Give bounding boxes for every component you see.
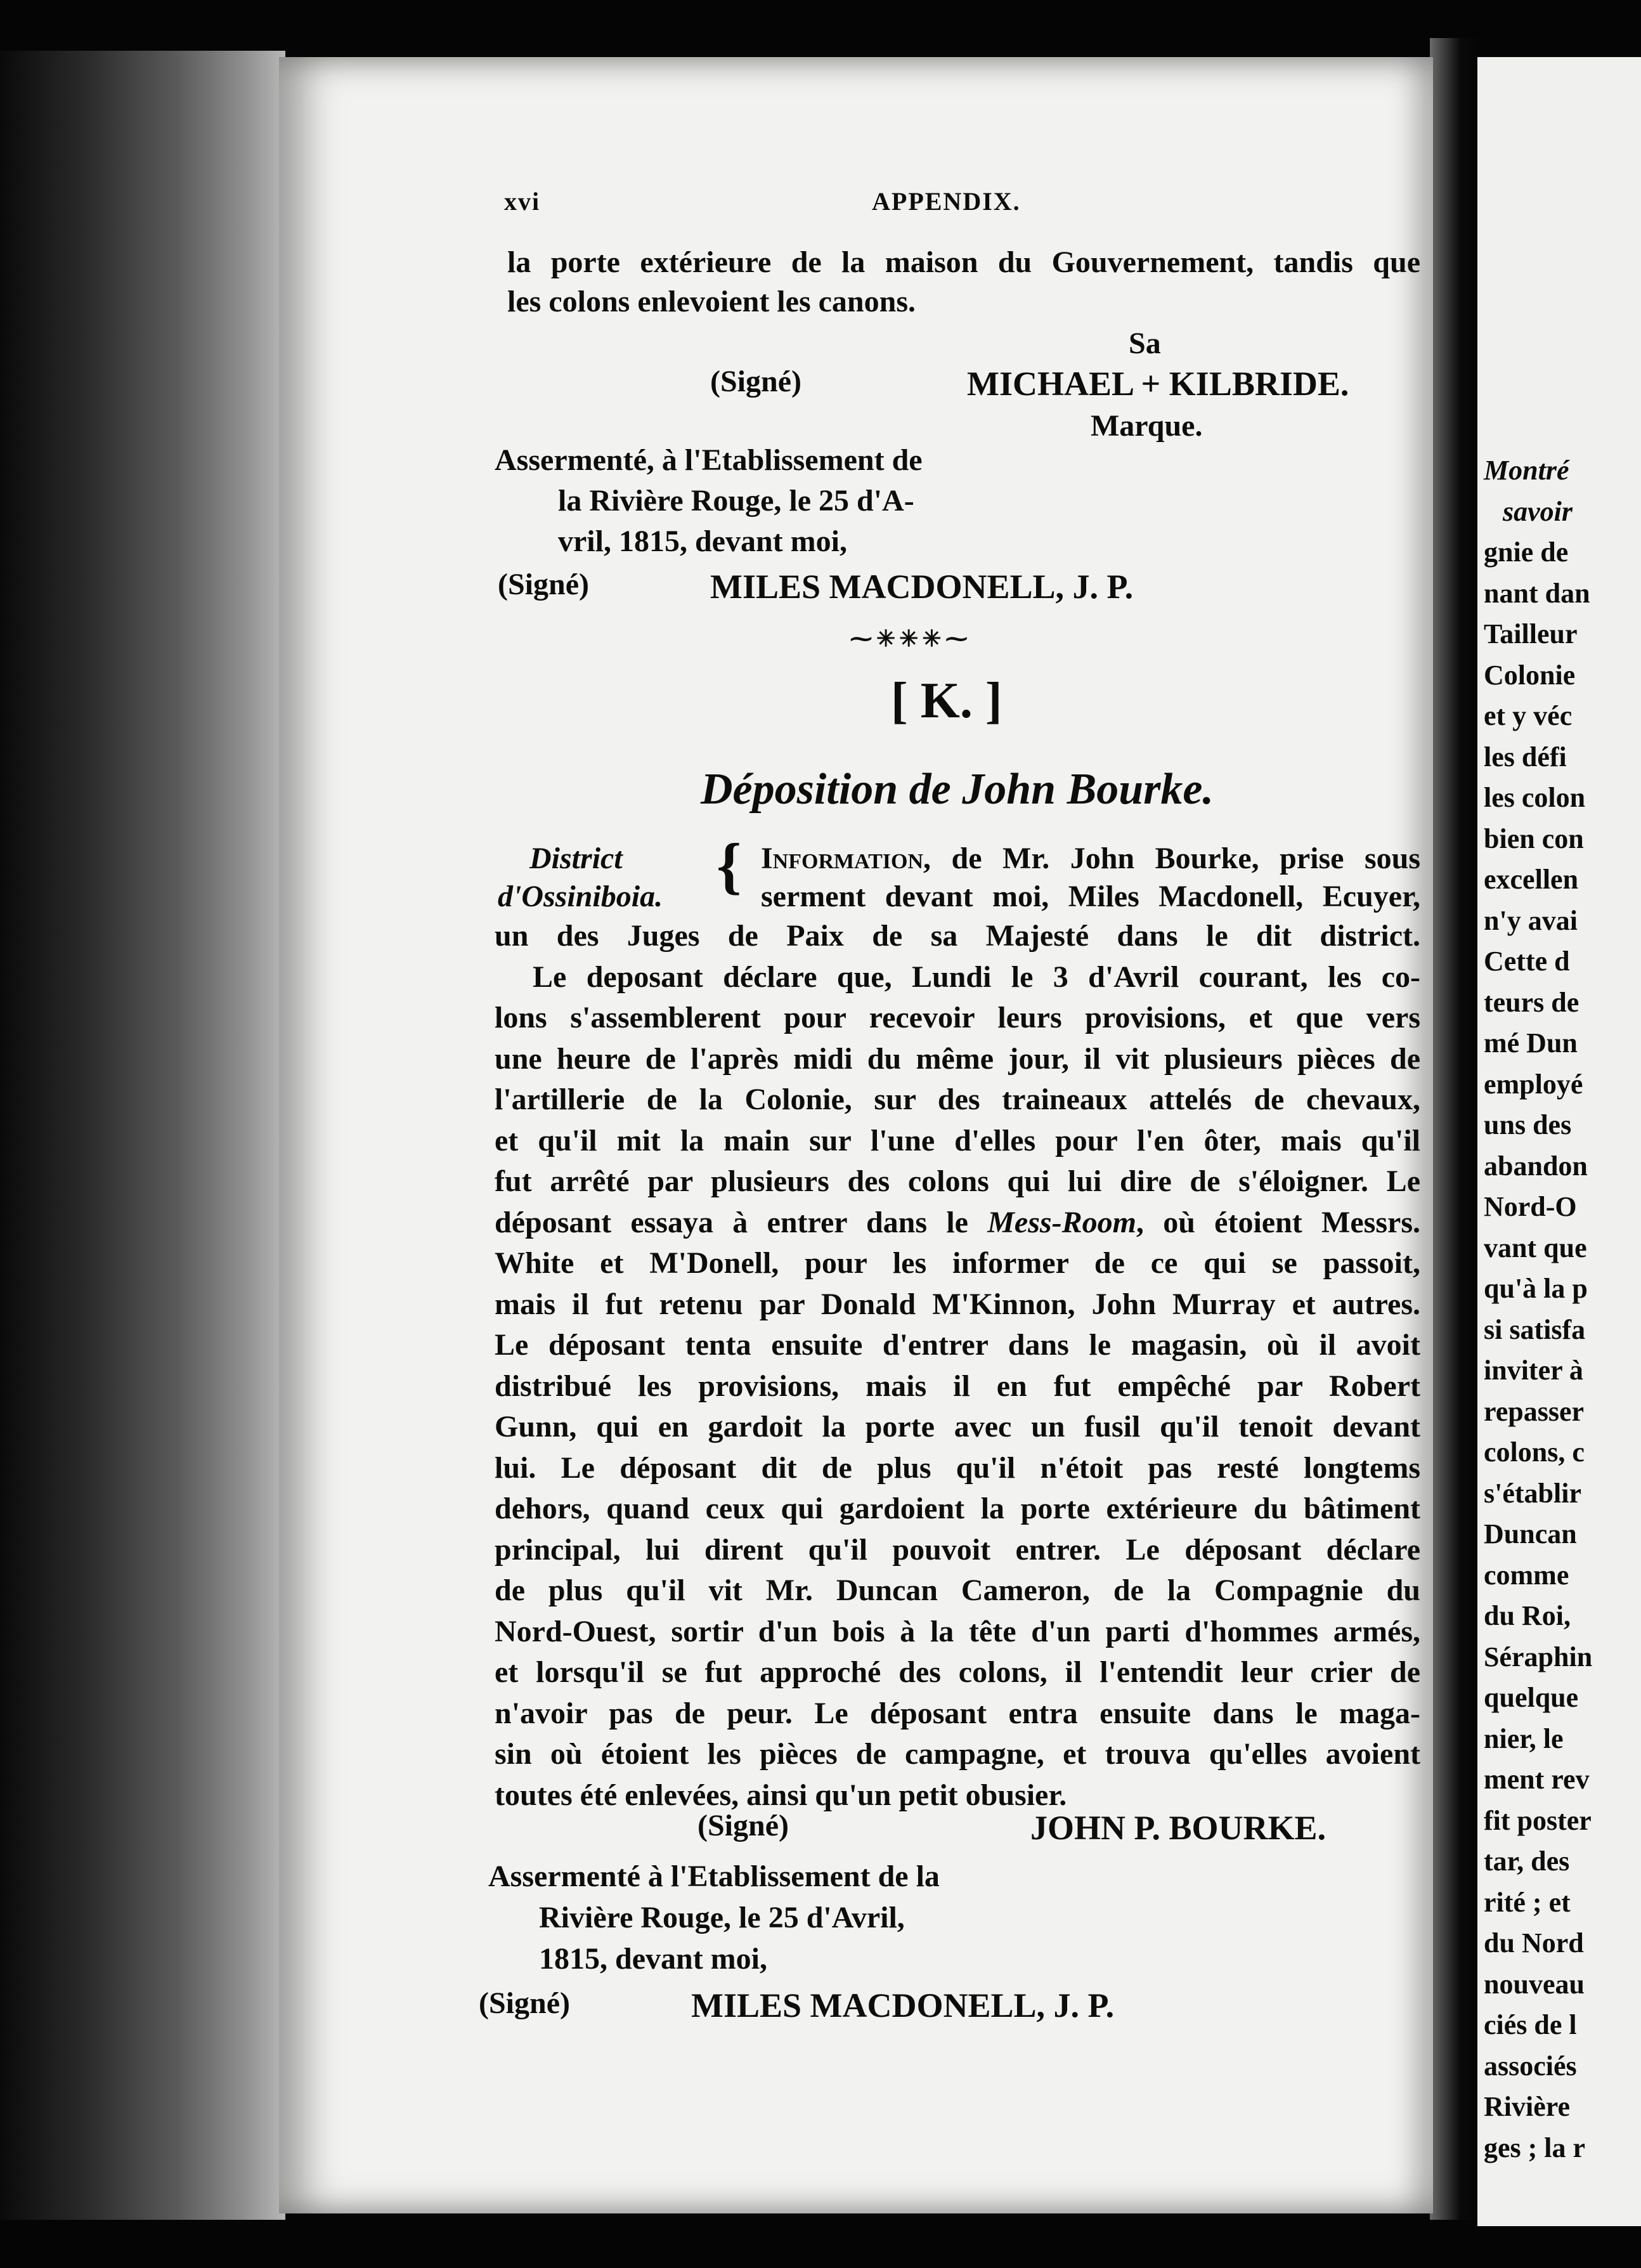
right-page-line: Duncan (1484, 1518, 1577, 1549)
right-page-line: rité ; et (1484, 1886, 1571, 1918)
signature-kilbride: MICHAEL + KILBRIDE. (967, 365, 1349, 403)
right-page-line: ment rev (1484, 1764, 1590, 1795)
body-line: de plus qu'il vit Mr. Duncan Cameron, de la Compagnie du (495, 1574, 1420, 1607)
body-line: n'avoir pas de peur. Le déposant entra ensuite dans le maga- (495, 1696, 1420, 1730)
body-line: sin où étoient les pièces de campagne, et trouva qu'elles avoient (495, 1737, 1420, 1771)
right-page-line: vant que (1484, 1232, 1587, 1263)
right-page-line: Montré (1484, 455, 1569, 486)
right-page-line: nant dan (1484, 577, 1590, 609)
right-page-line: repasser (1484, 1395, 1585, 1427)
right-page-line: nier, le (1484, 1723, 1564, 1754)
right-page-line: s'établir (1484, 1477, 1581, 1509)
right-page-line: mé Dun (1484, 1027, 1578, 1059)
body-line: un des Juges de Paix de sa Majesté dans le dit district. (495, 919, 1420, 953)
right-page-line: du Nord (1484, 1927, 1584, 1958)
oath2-line-1: Assermenté à l'Etablissement de la (488, 1860, 940, 1893)
oath1-macdonell: MILES MACDONELL, J. P. (710, 568, 1134, 606)
right-page-line: fit poster (1484, 1804, 1592, 1836)
signature-bourke: JOHN P. BOURKE. (1030, 1809, 1326, 1847)
right-page-line: qu'à la p (1484, 1273, 1588, 1304)
oath2-line-2: Rivière Rouge, le 25 d'Avril, (539, 1901, 905, 1934)
body-line: mais il fut retenu par Donald M'Kinnon, John Murray et autres. (495, 1287, 1420, 1321)
continuation-line-1: la porte extérieure de la maison du Gouvernement, tandis que (507, 245, 1420, 279)
body-line: distribué les provisions, mais il en fut empêché par Robert (495, 1369, 1420, 1403)
district-brace: { (717, 830, 742, 901)
section-label: [ K. ] (891, 673, 1002, 729)
right-page-line: quelque (1484, 1682, 1579, 1713)
book-gutter (1430, 38, 1481, 2220)
right-page-line: ges ; la r (1484, 2132, 1586, 2163)
right-page-line: Cette d (1484, 946, 1570, 977)
signature-signe-1: (Signé) (710, 365, 801, 398)
oath1-line-2: la Rivière Rouge, le 25 d'A- (558, 484, 914, 518)
running-title: APPENDIX. (872, 187, 1021, 216)
right-page-line: ciés de l (1484, 2009, 1577, 2040)
left-page (279, 57, 1433, 2213)
right-page-line: du Roi, (1484, 1600, 1571, 1631)
body-line: toutes été enlevées, ainsi qu'un petit obusier. (495, 1778, 1067, 1812)
signature-marque: Marque. (1091, 409, 1203, 443)
body-line: lui. Le déposant dit de plus qu'il n'étoit pas resté longtems (495, 1450, 1420, 1485)
page-number: xvi (504, 187, 541, 216)
body-line: principal, lui dirent qu'il pouvoit entrer. Le déposant déclare (495, 1532, 1420, 1567)
body-line: White et M'Donell, pour les informer de ce qui se passoit, (495, 1246, 1420, 1280)
oath1-line-3: vril, 1815, devant moi, (558, 525, 847, 558)
oath2-line-3: 1815, devant moi, (539, 1942, 767, 1976)
right-page-line: tar, des (1484, 1846, 1570, 1877)
body-line: fut arrêté par plusieurs des colons qui lui dire de s'éloigner. Le (495, 1164, 1420, 1198)
right-page-line: gnie de (1484, 537, 1569, 568)
book-spine-edge (0, 51, 285, 2220)
district-label: District (529, 842, 623, 875)
oath1-signe: (Signé) (498, 568, 589, 601)
oath2-macdonell: MILES MACDONELL, J. P. (691, 1986, 1115, 2024)
body-line: une heure de l'après midi du même jour, il vit plusieurs pièces de (495, 1041, 1420, 1076)
district-name: d'Ossiniboia. (498, 880, 663, 913)
signature-sa: Sa (1129, 327, 1161, 360)
right-page-line: nouveau (1484, 1968, 1585, 2000)
body-line: et lorsqu'il se fut approché des colons, il l'entendit leur crier de (495, 1655, 1420, 1689)
right-page-line: comme (1484, 1559, 1569, 1591)
information-line-1 (761, 844, 1420, 874)
right-page-line: Tailleur (1484, 618, 1578, 649)
section-title: Déposition de John Bourke. (701, 765, 1214, 814)
right-page-line: excellen (1484, 864, 1579, 895)
right-page-line: Rivière (1484, 2091, 1571, 2122)
right-page-fragment (1477, 57, 1641, 2226)
body-line: lons s'assemblerent pour recevoir leurs provisions, et que vers (495, 1001, 1420, 1034)
right-page-line: n'y avai (1484, 904, 1578, 936)
body-line: Gunn, qui en gardoit la porte avec un fusil qu'il tenoit devant (495, 1410, 1420, 1444)
body-line: et qu'il mit la main sur l'une d'elles pour l'en ôter, mais qu'il (495, 1123, 1420, 1157)
right-page-line: teurs de (1484, 986, 1579, 1018)
right-page-line: employé (1484, 1068, 1583, 1100)
body-line: Le deposant déclare que, Lundi le 3 d'Avril courant, les co- (533, 960, 1420, 994)
oath1-line-1: Assermenté, à l'Etablissement de (495, 443, 923, 477)
right-page-line: les défi (1484, 741, 1567, 772)
right-page-line: colons, c (1484, 1437, 1585, 1468)
right-page-line: uns des (1484, 1109, 1572, 1140)
information-rest: , de Mr. John Bourke, prise sous (923, 842, 1420, 875)
body-line: Nord-Ouest, sortir d'un bois à la tête d'un parti d'hommes armés, (495, 1614, 1420, 1648)
right-page-line: et y véc (1484, 700, 1573, 731)
right-page-line: les colon (1484, 782, 1586, 813)
information-line-2: serment devant moi, Miles Macdonell, Ecuyer, (761, 880, 1420, 913)
body-line: l'artillerie de la Colonie, sur des traineaux attelés de chevaux, (495, 1083, 1420, 1116)
body-line: déposant essaya à entrer dans le Mess-Room, où étoient Messrs. (495, 1205, 1420, 1239)
right-page-line: abandon (1484, 1150, 1588, 1182)
right-page-line: Colonie (1484, 659, 1576, 691)
body-line: Le déposant tenta ensuite d'entrer dans le magasin, où il avoit (495, 1328, 1420, 1362)
ornament-divider: ⁓✳✳✳⁓ (850, 626, 972, 651)
oath2-signe: (Signé) (479, 1986, 570, 2020)
right-page-line: Nord-O (1484, 1191, 1577, 1222)
right-page-line: Séraphin (1484, 1641, 1593, 1672)
right-page-line: associés (1484, 2050, 1577, 2082)
body-line: dehors, quand ceux qui gardoient la porte extérieure du bâtiment (495, 1492, 1420, 1525)
right-page-line: savoir (1503, 495, 1573, 527)
continuation-line-2: les colons enlevoient les canons. (507, 285, 916, 318)
information-smallcaps: Information (761, 842, 924, 875)
right-page-line: inviter à (1484, 1355, 1583, 1386)
right-page-line: bien con (1484, 823, 1584, 854)
signature-signe-2: (Signé) (697, 1809, 789, 1842)
italic-term: Mess-Room (987, 1205, 1136, 1239)
right-page-line: si satisfa (1484, 1313, 1586, 1345)
